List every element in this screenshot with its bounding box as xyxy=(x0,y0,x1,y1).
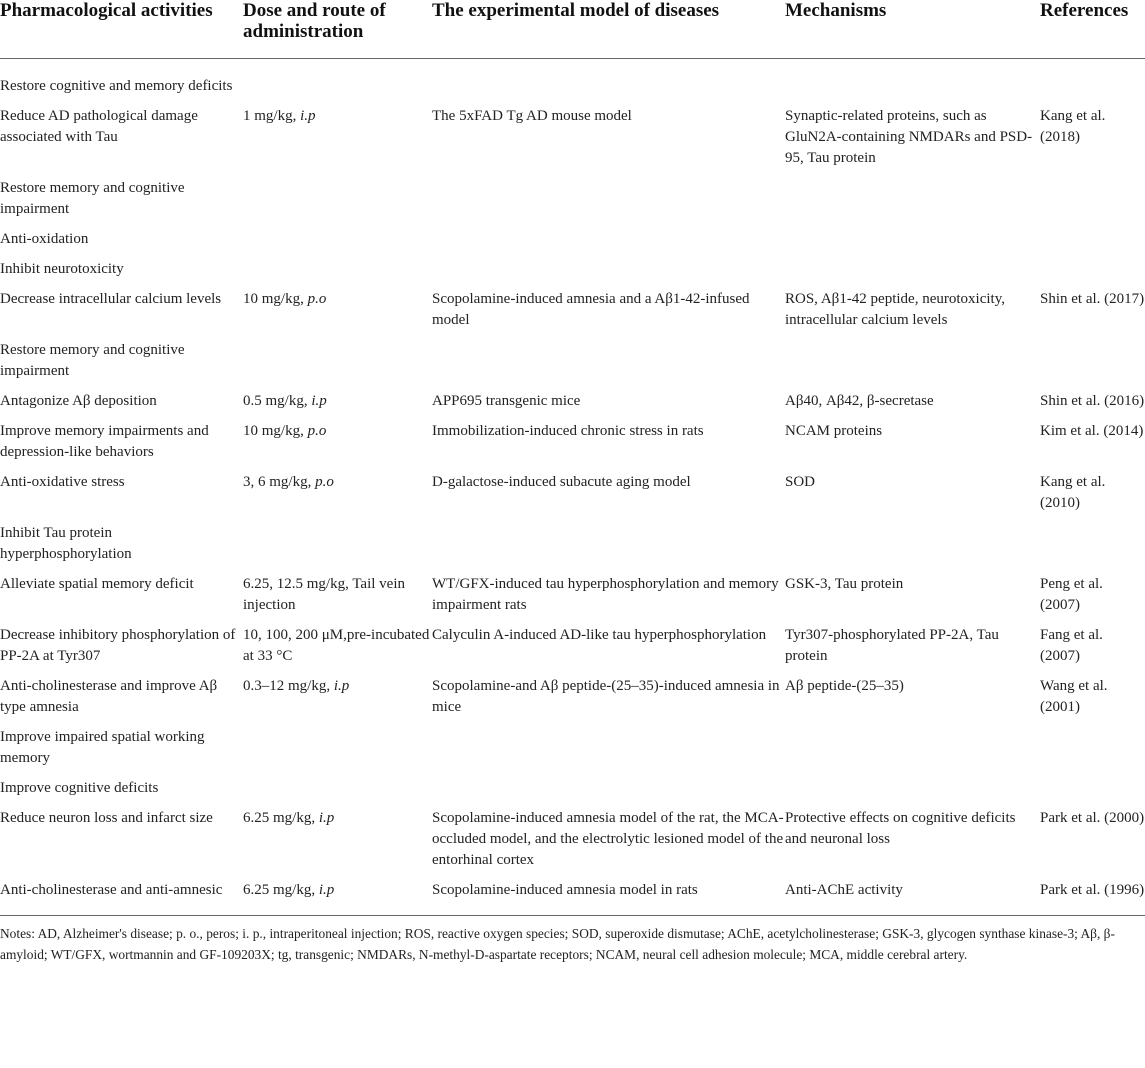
activity-cell: Reduce AD pathological damage associated with Tau xyxy=(0,108,198,145)
dose-route-cell xyxy=(243,289,432,340)
dose-route-cell xyxy=(243,523,432,574)
route-text: i.p xyxy=(311,393,327,409)
reference-cell xyxy=(1040,259,1145,289)
table-row xyxy=(0,106,1145,178)
activity-cell: Restore cognitive and memory deficits xyxy=(0,78,233,94)
activity-cell: Alleviate spatial memory deficit xyxy=(0,576,194,592)
dose-route-cell xyxy=(243,178,432,229)
reference-cell: Park et al. (2000) xyxy=(1040,810,1145,826)
dose-text: 1 mg/kg, xyxy=(243,108,301,124)
activity-cell: Antagonize Aβ deposition xyxy=(0,393,157,409)
table-row xyxy=(0,340,1145,391)
table-row xyxy=(0,229,1145,259)
experimental-model-cell: WT/GFX-induced tau hyperphosphorylation and memory impairment rats xyxy=(432,576,779,613)
dose-route-cell xyxy=(243,59,432,107)
dose-route-cell xyxy=(243,340,432,391)
dose-route-cell xyxy=(243,106,432,178)
experimental-model-cell xyxy=(432,229,785,259)
table-row xyxy=(0,289,1145,340)
reference-cell xyxy=(1040,229,1145,259)
mechanism-cell xyxy=(785,778,1040,808)
table-row xyxy=(0,178,1145,229)
mechanism-cell xyxy=(785,727,1040,778)
reference-cell xyxy=(1040,727,1145,778)
dose-route-cell xyxy=(243,808,432,880)
header-mechanisms: Mechanisms xyxy=(785,0,887,21)
dose-route-cell xyxy=(243,229,432,259)
experimental-model-cell xyxy=(432,727,785,778)
mechanism-cell: Synaptic-related proteins, such as GluN2A-containing NMDARs and PSD-95, Tau protein xyxy=(785,108,1033,166)
activity-cell: Restore memory and cognitive impairment xyxy=(0,342,185,379)
experimental-model-cell: APP695 transgenic mice xyxy=(432,393,581,409)
mechanism-cell xyxy=(785,229,1040,259)
header-references: References xyxy=(1040,0,1129,21)
activity-cell: Anti-cholinesterase and improve Aβ type amnesia xyxy=(0,678,218,715)
reference-cell: Shin et al. (2016) xyxy=(1040,393,1145,409)
activity-cell: Anti-oxidative stress xyxy=(0,474,125,490)
reference-cell: Shin et al. (2017) xyxy=(1040,291,1145,307)
activity-cell: Decrease inhibitory phosphorylation of PP-2A at Tyr307 xyxy=(0,627,236,664)
reference-cell: Park et al. (1996) xyxy=(1040,882,1145,898)
header-activities: Pharmacological activities xyxy=(0,0,213,21)
dose-route-cell xyxy=(243,778,432,808)
route-text: i.p xyxy=(300,108,316,124)
reference-cell xyxy=(1040,59,1145,107)
experimental-model-cell: Immobilization-induced chronic stress in rats xyxy=(432,423,704,439)
dose-route-cell xyxy=(243,676,432,727)
experimental-model-cell xyxy=(432,778,785,808)
route-text: p.o xyxy=(307,291,327,307)
reference-cell: Fang et al. (2007) xyxy=(1040,627,1103,664)
activity-cell: Restore memory and cognitive impairment xyxy=(0,180,185,217)
table-body xyxy=(0,59,1145,916)
dose-route-cell xyxy=(243,880,432,916)
mechanism-cell: Tyr307-phosphorylated PP-2A, Tau protein xyxy=(785,627,999,664)
mechanism-cell: NCAM proteins xyxy=(785,423,883,439)
reference-cell xyxy=(1040,523,1145,574)
dose-route-cell xyxy=(243,574,432,625)
mechanism-cell xyxy=(785,178,1040,229)
table-row xyxy=(0,421,1145,472)
dose-route-cell xyxy=(243,727,432,778)
activity-cell: Improve cognitive deficits xyxy=(0,780,159,796)
experimental-model-cell xyxy=(432,523,785,574)
dose-text: 0.5 mg/kg, xyxy=(243,393,312,409)
table-row xyxy=(0,472,1145,523)
table-header xyxy=(0,0,1145,59)
table-row xyxy=(0,523,1145,574)
reference-cell xyxy=(1040,340,1145,391)
activity-cell: Improve memory impairments and depression-like behaviors xyxy=(0,423,209,460)
experimental-model-cell: Calyculin A-induced AD-like tau hyperphosphorylation xyxy=(432,627,767,643)
mechanism-cell: SOD xyxy=(785,474,816,490)
table-row xyxy=(0,625,1145,676)
experimental-model-cell: Scopolamine-induced amnesia model of the rat, the MCA-occluded model, and the electrolytic lesioned model of the entorhinal cortex xyxy=(432,810,784,868)
mechanism-cell xyxy=(785,340,1040,391)
route-text: p.o xyxy=(315,474,334,490)
dose-text: 0.3–12 mg/kg, xyxy=(243,678,334,694)
route-text: i.p xyxy=(333,678,350,694)
mechanism-cell: ROS, Aβ1-42 peptide, neurotoxicity, intracellular calcium levels xyxy=(785,291,1005,328)
table-row xyxy=(0,391,1145,421)
table-row xyxy=(0,259,1145,289)
dose-text: 10, 100, 200 μM,pre-incubated at 33 °C xyxy=(243,627,430,664)
mechanism-cell: Anti-AChE activity xyxy=(785,882,903,898)
reference-cell: Kang et al. (2018) xyxy=(1040,108,1106,145)
experimental-model-cell: D-galactose-induced subacute aging model xyxy=(432,474,691,490)
activity-cell: Inhibit neurotoxicity xyxy=(0,261,124,277)
mechanism-cell xyxy=(785,523,1040,574)
route-text: i.p xyxy=(318,810,335,826)
dose-text: 6.25 mg/kg, xyxy=(243,810,319,826)
route-text: p.o xyxy=(307,423,327,439)
dose-route-cell xyxy=(243,625,432,676)
experimental-model-cell: The 5xFAD Tg AD mouse model xyxy=(432,108,632,124)
mechanism-cell: Protective effects on cognitive deficits and neuronal loss xyxy=(785,810,1016,847)
reference-cell: Kang et al. (2010) xyxy=(1040,474,1106,511)
mechanism-cell: Aβ peptide-(25–35) xyxy=(785,678,904,694)
activity-cell: Improve impaired spatial working memory xyxy=(0,729,205,766)
dose-route-cell xyxy=(243,391,432,421)
activity-cell: Anti-oxidation xyxy=(0,231,89,247)
experimental-model-cell xyxy=(432,259,785,289)
mechanism-cell: Aβ40, Aβ42, β-secretase xyxy=(785,393,934,409)
dose-text: 10 mg/kg, xyxy=(243,291,308,307)
experimental-model-cell: Scopolamine-induced amnesia and a Aβ1-42-infused model xyxy=(432,291,750,328)
reference-cell: Wang et al. (2001) xyxy=(1040,678,1108,715)
activity-cell: Reduce neuron loss and infarct size xyxy=(0,810,213,826)
mechanism-cell: GSK-3, Tau protein xyxy=(785,576,904,592)
table-row xyxy=(0,574,1145,625)
activity-cell: Anti-cholinesterase and anti-amnesic xyxy=(0,882,223,898)
mechanism-cell xyxy=(785,59,1040,107)
table-row xyxy=(0,59,1145,107)
activity-cell: Inhibit Tau protein hyperphosphorylation xyxy=(0,525,132,562)
experimental-model-cell: Scopolamine-and Aβ peptide-(25–35)-induced amnesia in mice xyxy=(432,678,780,715)
table-row xyxy=(0,778,1145,808)
reference-cell xyxy=(1040,778,1145,808)
header-experimental-model: The experimental model of diseases xyxy=(432,0,720,21)
reference-cell: Peng et al. (2007) xyxy=(1040,576,1103,613)
table-row xyxy=(0,676,1145,727)
dose-route-cell xyxy=(243,421,432,472)
table-row xyxy=(0,880,1145,916)
activity-cell: Decrease intracellular calcium levels xyxy=(0,291,222,307)
header-dose-route: Dose and route of administration xyxy=(243,0,386,42)
dose-text: 6.25, 12.5 mg/kg, Tail vein injection xyxy=(243,576,405,613)
reference-cell: Kim et al. (2014) xyxy=(1040,423,1144,439)
dose-text: 3, 6 mg/kg, xyxy=(243,474,316,490)
experimental-model-cell xyxy=(432,340,785,391)
mechanism-cell xyxy=(785,259,1040,289)
route-text: i.p xyxy=(318,882,335,898)
table-row xyxy=(0,727,1145,778)
dose-text: 6.25 mg/kg, xyxy=(243,882,319,898)
dose-route-cell xyxy=(243,259,432,289)
dose-text: 10 mg/kg, xyxy=(243,423,308,439)
table-notes: Notes: AD, Alzheimer's disease; p. o., peros; i. p., intraperitoneal injection; ROS, reactive oxygen species; SOD, superoxide dismutase; AChE, acetylcholinesterase; GSK-3, glycogen synthase kinase-3; Aβ, β-amyloid; WT/GFX, wortmannin and GF-109203X; tg, transgenic; NMDARs, N-methyl-D-aspartate receptors; NCAM, neural cell adhesion molecule; MCA, middle cerebral artery. xyxy=(0,926,1115,962)
reference-cell xyxy=(1040,178,1145,229)
experimental-model-cell xyxy=(432,59,785,107)
table-row xyxy=(0,808,1145,880)
dose-route-cell xyxy=(243,472,432,523)
experimental-model-cell xyxy=(432,178,785,229)
experimental-model-cell: Scopolamine-induced amnesia model in rats xyxy=(432,882,698,898)
